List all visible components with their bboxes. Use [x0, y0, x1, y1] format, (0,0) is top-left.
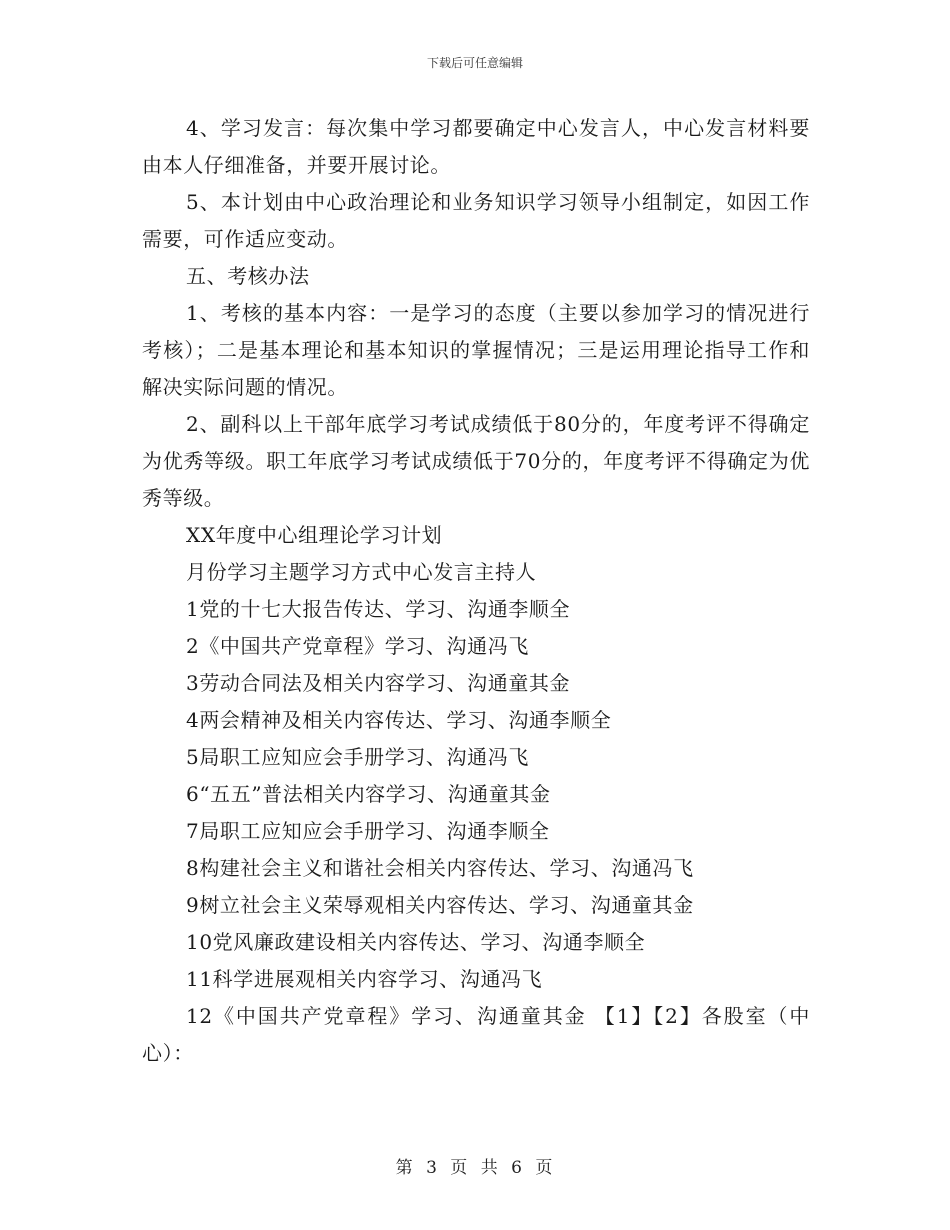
download-note: 下载后可任意编辑	[426, 56, 523, 70]
plan-row: 4两会精神及相关内容传达、学习、沟通李顺全	[186, 708, 612, 732]
paragraph-assessment-scores: 2、副科以上干部年底学习考试成绩低于80分的，年度考评不得确定为优秀等级。职工年底学习考试成绩低于70分的，年度考评不得确定为优秀等级。	[142, 412, 810, 510]
plan-column-headers: 月份学习主题学习方式中心发言主持人	[186, 560, 537, 584]
plan-row: 12《中国共产党章程》学习、沟通童其金 【1】【2】各股室（中心）：	[142, 1004, 810, 1065]
paragraph-assessment-content: 1、考核的基本内容：一是学习的态度（主要以参加学习的情况进行考核）；二是基本理论和基本知识的掌握情况；三是运用理论指导工作和解决实际问题的情况。	[142, 301, 810, 399]
document-body	[142, 110, 810, 1072]
plan-row: 9树立社会主义荣辱观相关内容传达、学习、沟通童其金	[186, 893, 694, 917]
plan-title: XX年度中心组理论学习计划	[186, 523, 443, 547]
plan-row: 11科学进展观相关内容学习、沟通冯飞	[186, 967, 543, 991]
plan-row: 7局职工应知应会手册学习、沟通李顺全	[186, 819, 550, 843]
section-heading-assessment: 五、考核办法	[186, 264, 310, 288]
plan-row: 2《中国共产党章程》学习、沟通冯飞	[186, 634, 529, 658]
plan-row: 3劳动合同法及相关内容学习、沟通童其金	[186, 671, 571, 695]
page-number: 第 3 页 共 6 页	[395, 1158, 555, 1178]
plan-row: 6“五五”普法相关内容学习、沟通童其金	[186, 782, 551, 806]
plan-row: 10党风廉政建设相关内容传达、学习、沟通李顺全	[186, 930, 646, 954]
paragraph-study-speech: 4、学习发言：每次集中学习都要确定中心发言人，中心发言材料要由本人仔细准备，并要开展讨论。	[142, 116, 810, 177]
plan-row: 5局职工应知应会手册学习、沟通冯飞	[186, 745, 529, 769]
plan-row: 1党的十七大报告传达、学习、沟通李顺全	[186, 597, 571, 621]
paragraph-plan-adjustment: 5、本计划由中心政治理论和业务知识学习领导小组制定，如因工作需要，可作适应变动。	[142, 190, 810, 251]
plan-row: 8构建社会主义和谐社会相关内容传达、学习、沟通冯飞	[186, 856, 694, 880]
